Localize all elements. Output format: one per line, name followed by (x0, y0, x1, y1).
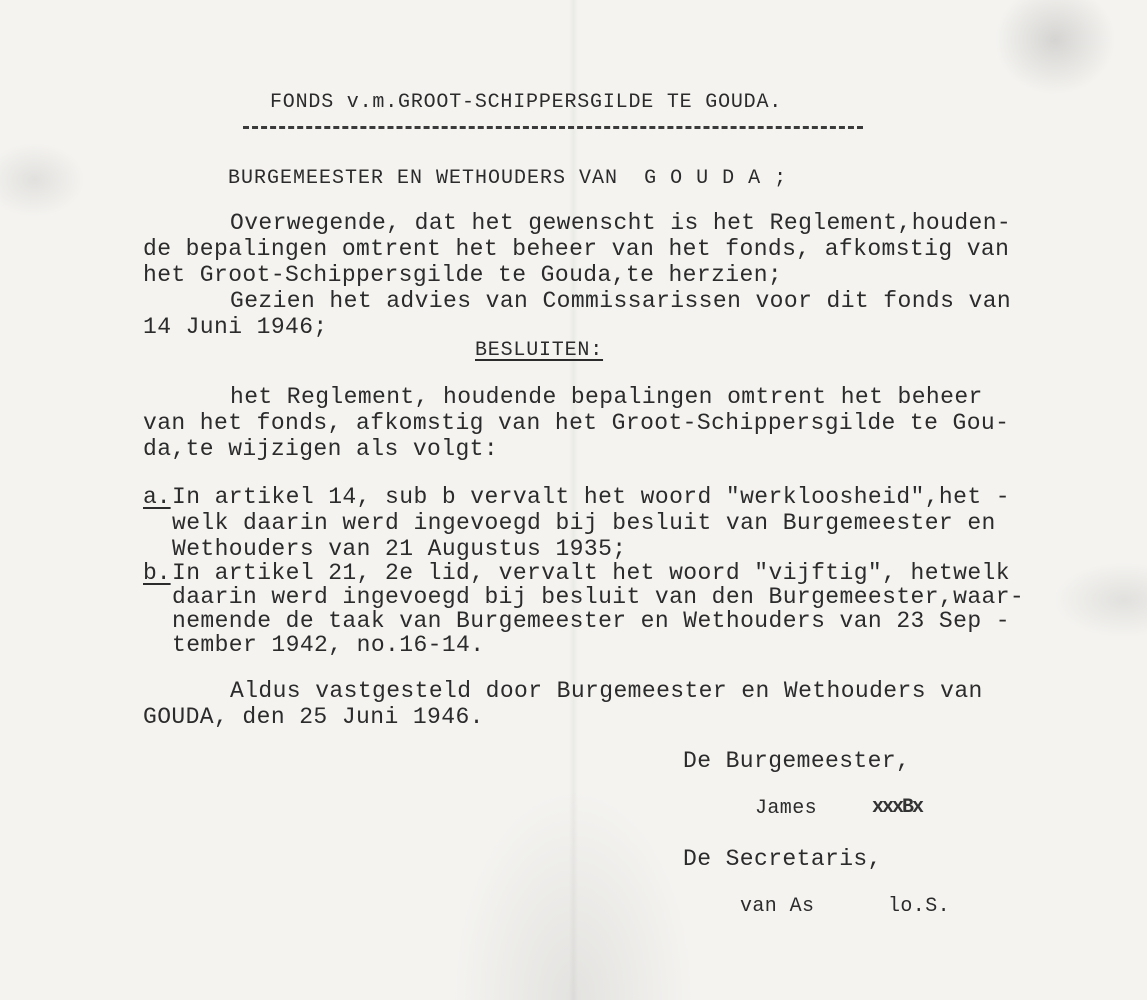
preamble-line: 14 Juni 1946; (143, 314, 328, 340)
decision-intro-line: van het fonds, afkomstig van het Groot-Schippersgilde te Gou- (143, 410, 1010, 436)
item-a-line: welk daarin werd ingevoegd bij besluit van Burgemeester en (172, 510, 996, 536)
decision-heading: BESLUITEN: (475, 339, 604, 362)
decision-intro-line: het Reglement, houdende bepalingen omtrent het beheer (230, 384, 983, 410)
preamble-line: het Groot-Schippersgilde te Gouda,te herzien; (143, 262, 783, 288)
preamble-line: Overwegende, dat het gewenscht is het Reglement,houden- (230, 210, 1012, 236)
closing-line: GOUDA, den 25 Juni 1946. (143, 704, 484, 730)
mayor-name: James (755, 797, 818, 820)
preamble-line: Gezien het advies van Commissarissen voor dit fonds van (230, 288, 1012, 314)
item-a-line: In artikel 14, sub b vervalt het woord "werkloosheid",het - (172, 484, 1010, 510)
item-marker-a: a. (143, 484, 171, 510)
item-b-line: daarin werd ingevoegd bij besluit van den Burgemeester,waar- (172, 584, 1025, 610)
authority-heading: BURGEMEESTER EN WETHOUDERS VAN G O U D A ; (228, 167, 788, 190)
mayor-struck-text: xxxBx (872, 796, 923, 819)
item-b-line: nemende de taak van Burgemeester en Wethouders van 23 Sep - (172, 608, 1010, 634)
item-a-line: Wethouders van 21 Augustus 1935; (172, 536, 627, 562)
item-marker-b: b. (143, 560, 171, 586)
secretary-title: De Secretaris, (683, 846, 882, 872)
secretary-name: van As (740, 895, 815, 918)
document-title: FONDS v.m.GROOT-SCHIPPERSGILDE TE GOUDA. (270, 91, 783, 114)
mayor-title: De Burgemeester, (683, 748, 911, 774)
item-b-line: In artikel 21, 2e lid, vervalt het woord "vijftig", hetwelk (172, 560, 1010, 586)
title-dashed-rule (243, 126, 863, 129)
secretary-suffix: lo.S. (888, 895, 951, 918)
preamble-line: de bepalingen omtrent het beheer van het fonds, afkomstig van (143, 236, 1010, 262)
decision-intro-line: da,te wijzigen als volgt: (143, 436, 499, 462)
closing-line: Aldus vastgesteld door Burgemeester en Wethouders van (230, 678, 983, 704)
item-b-line: tember 1942, no.16-14. (172, 632, 485, 658)
